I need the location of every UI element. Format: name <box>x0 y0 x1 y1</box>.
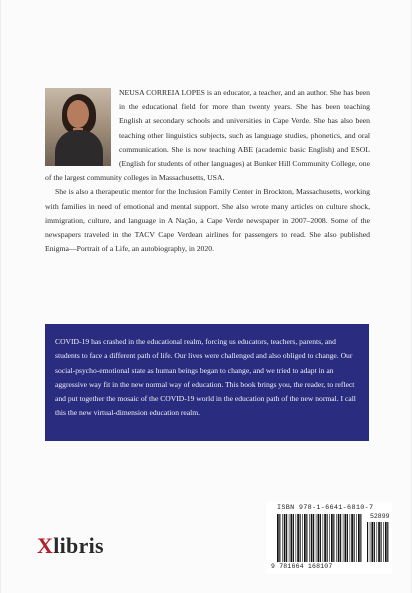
barcode-number: 9 781664 168107 <box>271 563 333 570</box>
barcode-main <box>277 514 363 562</box>
price-code: 52899 <box>370 513 390 520</box>
author-bio <box>45 86 370 256</box>
publisher-logo: Xlibris <box>37 533 104 558</box>
bio-paragraph-1: NEUSA CORREIA LOPES is an educator, a teacher, and an author. She has been in the educational field for more than twenty years. She has been teaching English at secondary schools and universities in Cape Verde. She has also been teaching other linguistics subjects, such as language studies, phonetics, and oral communication. She is now teaching ABE (academic basic English) and ESOL (English for students of other languages) at Bunker Hill Community College, one of the largest community colleges in Massachusetts, USA. <box>45 88 370 183</box>
book-blurb: COVID-19 has crashed in the educational realm, forcing us educators, teachers, parents, and students to face a different path of life. Our lives were challenged and also obliged to change. Our social-psycho-emotional state as human beings began to change, and we tried to adapt in an aggressive way fit in the new normal way of education. This book brings you, the reader, to reflect and put together the mosaic of the COVID-19 world in the education path of the new normal. I call this the new virtual-dimension education realm. <box>55 337 356 418</box>
isbn-label: ISBN 978-1-6641-6810-7 <box>277 504 374 512</box>
book-blurb-box <box>45 324 369 441</box>
bio-paragraph-2: She is also a therapeutic mentor for the Inclusion Family Center in Brockton, Massachusetts, working with families in need of emotional and mental support. She also wrote many articles on culture shock, immigration, culture, and language in A Nação, a Cape Verde newspaper in 2007–2008. Some of the newspapers traveled in the TACV Cape Verdean airlines for passengers to read. She also published Enigma—Portrait of a Life, an autobiography, in 2020. <box>45 187 370 254</box>
barcode-addon <box>367 522 389 562</box>
